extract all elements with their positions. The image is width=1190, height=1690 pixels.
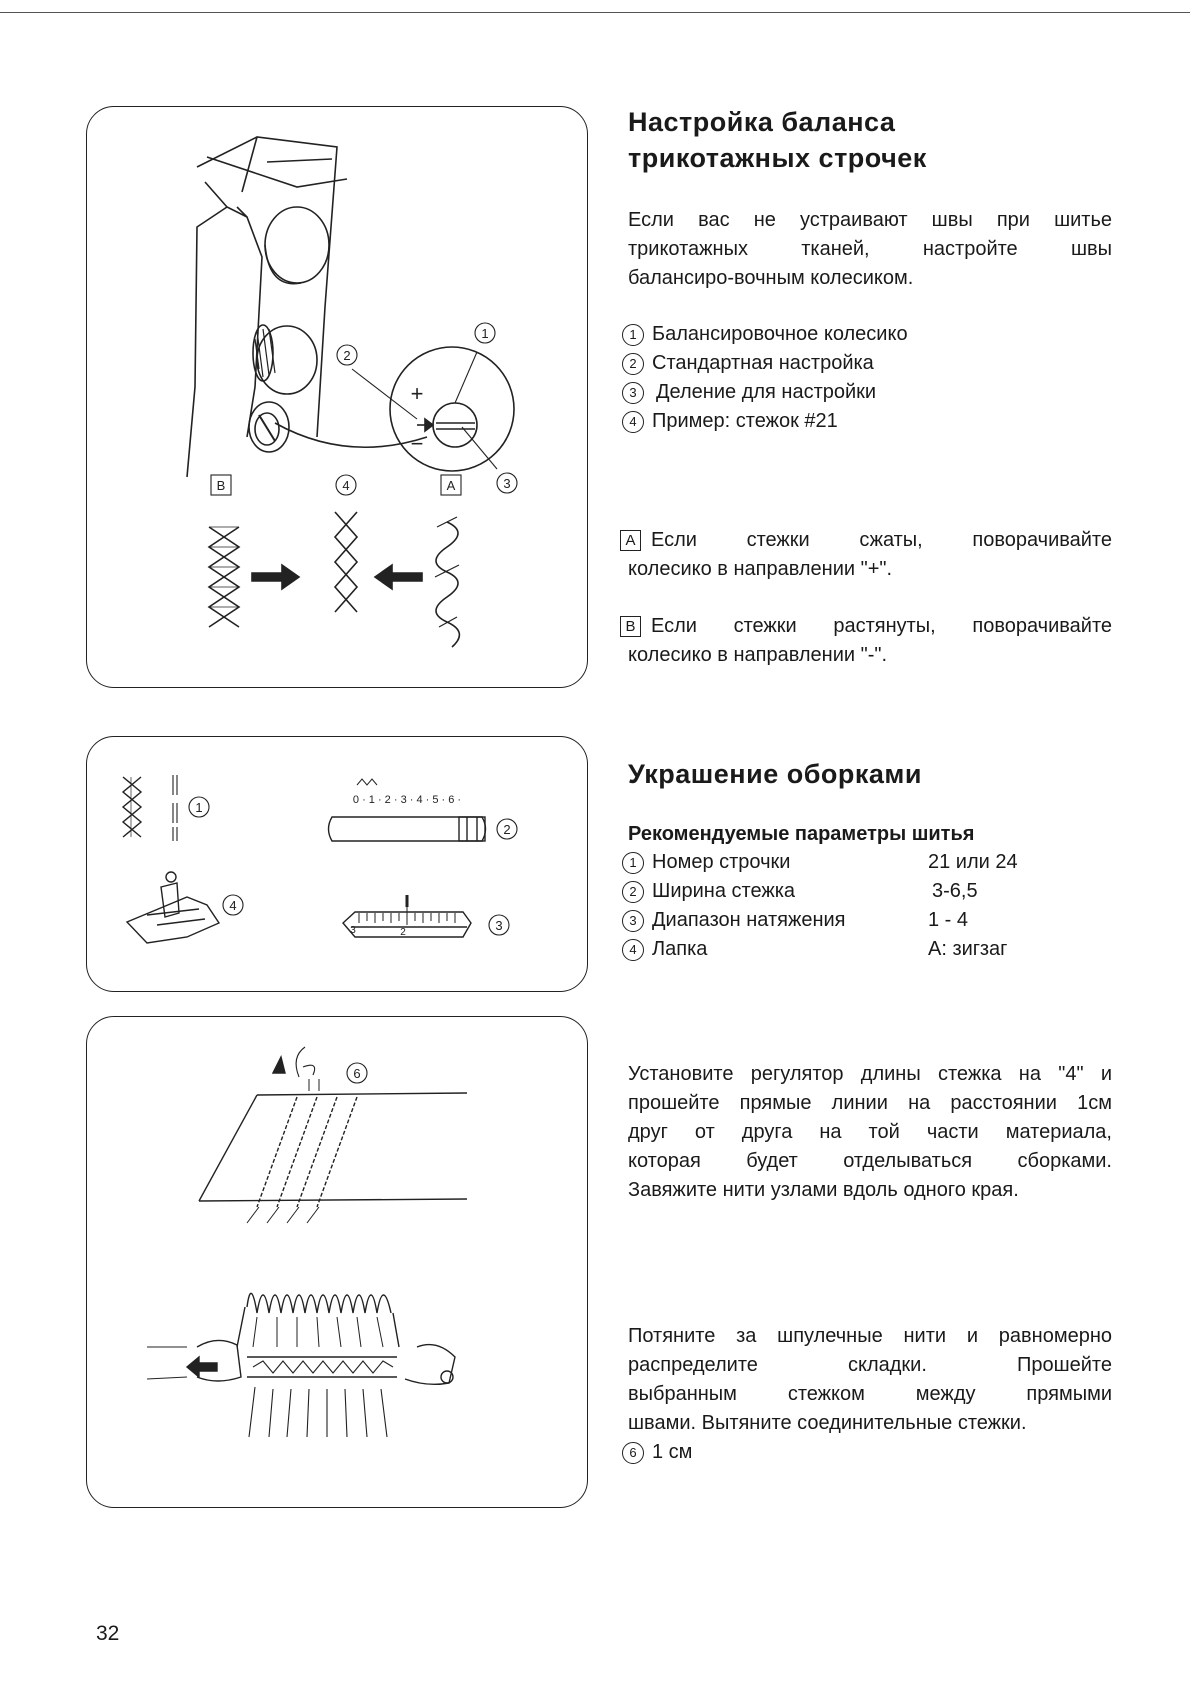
- p1-line-1: Установите регулятор длины стежка на "4" и: [628, 1063, 1112, 1085]
- p2-line-3: выбранным стежком между прямыми: [628, 1383, 1112, 1405]
- section1-legend: [622, 320, 908, 436]
- box-b-label: B: [216, 478, 226, 493]
- width-scale: 0 · 1 · 2 · 3 · 4 · 5 · 6 ·: [352, 794, 462, 806]
- legend-text: Балансировочное колесико: [652, 323, 908, 345]
- param-value: 21 или 24: [928, 851, 1018, 873]
- section3-note: [622, 1438, 692, 1467]
- top-rule: [0, 12, 1190, 13]
- param-value: 3-6,5: [932, 880, 978, 902]
- legend-num: 1: [622, 324, 644, 346]
- param-num: 1: [622, 852, 644, 874]
- p2-line-2: распределите складки. Прошейте: [628, 1354, 1112, 1376]
- figure-settings-panel: [86, 736, 588, 992]
- figure-balance-panel: [86, 106, 588, 688]
- page-number: 32: [96, 1622, 120, 1645]
- param-num: 4: [622, 939, 644, 961]
- callout-4: 4: [342, 478, 350, 493]
- intro-line-1: Если вас не устраивают швы при шитье: [628, 209, 1112, 231]
- legend-item: [622, 349, 908, 378]
- note-b-line2: колесико в направлении "-".: [628, 644, 888, 666]
- callout-2: 2: [343, 348, 351, 363]
- callout-2: 2: [503, 822, 511, 837]
- dial-label-left: 3: [350, 925, 356, 936]
- legend-text: Деление для настройки: [656, 381, 877, 403]
- section1-title-line2: трикотажных строчек: [628, 143, 927, 173]
- legend-item: [622, 378, 908, 407]
- legend-num: 2: [622, 353, 644, 375]
- param-num: 3: [622, 910, 644, 932]
- intro-line-3: балансиро-вочным колесиком.: [628, 267, 914, 289]
- param-value: 1 - 4: [928, 909, 969, 931]
- note-b-line1: Если стежки растянуты, поворачивайте: [651, 615, 1112, 637]
- section1-title: [628, 104, 927, 176]
- section2-subtitle: Рекомендуемые параметры шитья: [628, 823, 975, 845]
- param-num: 2: [622, 881, 644, 903]
- param-label: Номер строчки: [652, 851, 791, 873]
- param-row: [622, 906, 1018, 935]
- note-a: [620, 526, 1112, 584]
- sewing-params: [622, 848, 1018, 964]
- settings-figure: [87, 737, 587, 991]
- param-value: A: зигзаг: [928, 938, 1008, 960]
- p1-line-5: Завяжите нити узлами вдоль одного края.: [628, 1179, 1019, 1201]
- figure-smocking-panel: [86, 1016, 588, 1508]
- callout-3: 3: [495, 918, 503, 933]
- note-a-line2: колесико в направлении "+".: [628, 558, 893, 580]
- note-b: [620, 612, 1112, 670]
- callout-3: 3: [503, 476, 511, 491]
- param-row: [622, 935, 1018, 964]
- callout-4: 4: [229, 898, 237, 913]
- smocking-figure: [87, 1017, 587, 1507]
- legend-item: [622, 407, 908, 436]
- legend-text: Стандартная настройка: [652, 352, 874, 374]
- dial-label-mid: 2: [400, 927, 406, 938]
- note-text: 1 см: [652, 1441, 693, 1463]
- callout-6: 6: [353, 1066, 361, 1081]
- param-label: Ширина стежка: [652, 880, 796, 902]
- param-row: [622, 877, 1018, 906]
- param-row: [622, 848, 1018, 877]
- intro-line-2: трикотажных тканей, настройте швы: [628, 238, 1112, 260]
- section1-intro: [628, 206, 1112, 293]
- balance-figure: [87, 107, 587, 687]
- plus-sign: +: [410, 381, 424, 406]
- box-a-label: A: [446, 478, 456, 493]
- note-a-mark: A: [620, 530, 641, 551]
- legend-item: [622, 320, 908, 349]
- callout-1: 1: [481, 326, 489, 341]
- p1-line-3: друг от друга на той части материала,: [628, 1121, 1112, 1143]
- param-label: Лапка: [652, 938, 708, 960]
- callout-1: 1: [195, 800, 203, 815]
- note-num: 6: [622, 1442, 644, 1464]
- minus-sign: −: [410, 431, 424, 456]
- section3-paragraph-1: [628, 1060, 1112, 1205]
- note-a-line1: Если стежки сжаты, поворачивайте: [651, 529, 1112, 551]
- section3-paragraph-2: [628, 1322, 1112, 1438]
- legend-num: 3: [622, 382, 644, 404]
- p1-line-4: которая будет отделываться сборками.: [628, 1150, 1112, 1172]
- p2-line-4: швами. Вытяните соединительные стежки.: [628, 1412, 1027, 1434]
- legend-num: 4: [622, 411, 644, 433]
- p2-line-1: Потяните за шпулечные нити и равномерно: [628, 1325, 1112, 1347]
- section1-title-line1: Настройка баланса: [628, 107, 896, 137]
- note-b-mark: B: [620, 616, 641, 637]
- param-label: Диапазон натяжения: [652, 909, 846, 931]
- p1-line-2: прошейте прямые линии на расстоянии 1см: [628, 1092, 1112, 1114]
- legend-text: Пример: стежок #21: [652, 410, 838, 432]
- section2-title: Украшение оборками: [628, 759, 922, 789]
- note-item: [622, 1438, 692, 1467]
